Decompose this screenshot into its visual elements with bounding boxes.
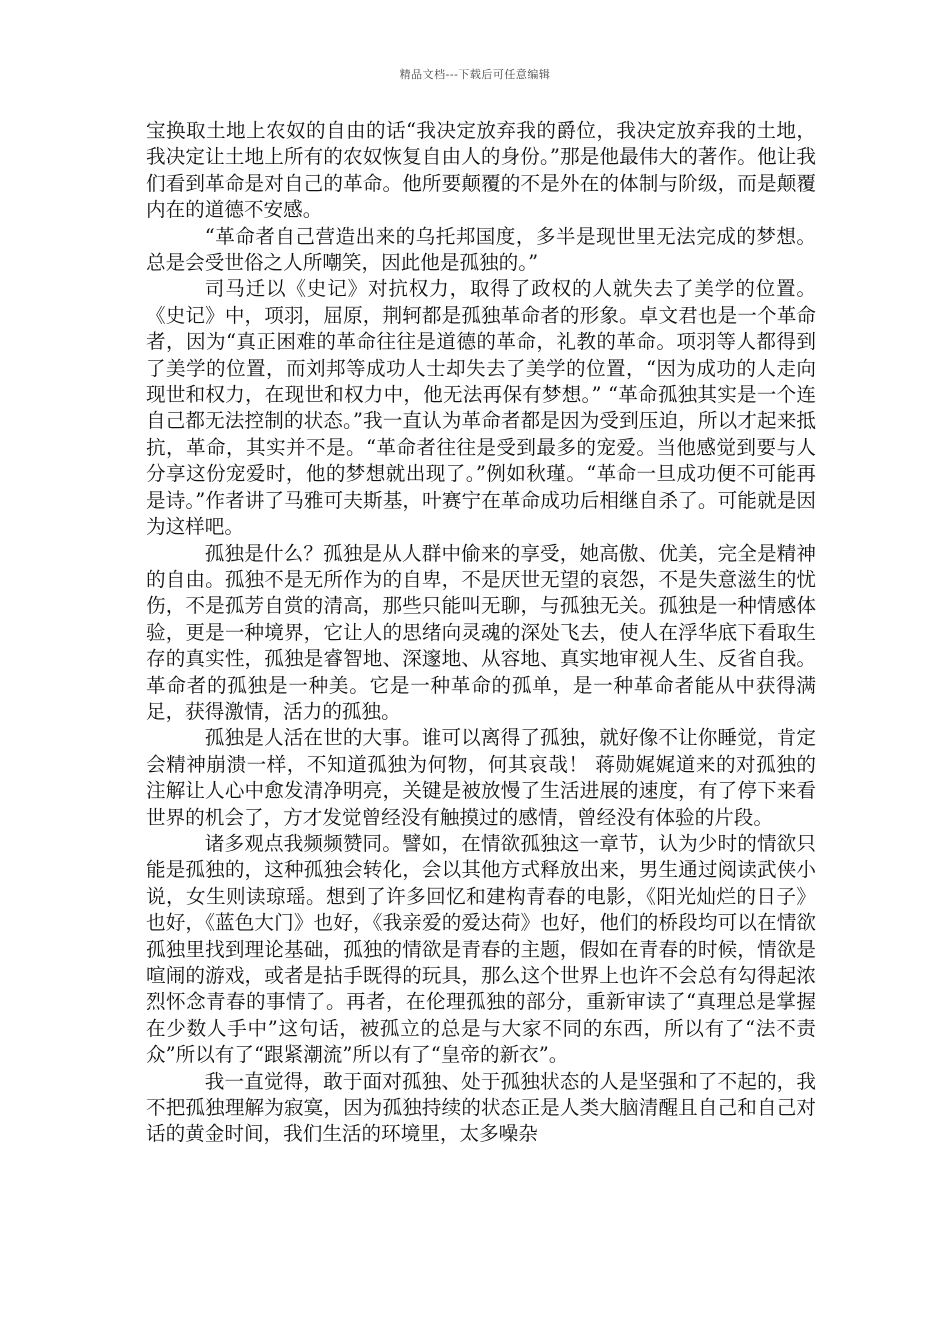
paragraph-1: 宝换取土地上农奴的自由的话“我决定放弃我的爵位，我决定放弃我的土地，我决定让土地上所有的农奴恢复自由人的身份。”那是他最伟大的著作。他让我们看到革命是对自己的革命。他所要颠覆的不是外在的体制与阶级，而是颠覆内在的道德不安感。 [146,119,816,222]
paragraph-2: “革命者自己营造出来的乌托邦国度，多半是现世里无法完成的梦想。总是会受世俗之人所嘲笑，因此他是孤独的。” [146,224,816,275]
paragraph-4: 孤独是什么？孤独是从人群中偷来的享受，她高傲、优美，完全是精神的自由。孤独不是无所作为的自卑，不是厌世无望的哀怨，不是失意滋生的忧伤，不是孤芳自赏的清高，那些只能叫无聊，与孤独无关。孤独是一种情感体验，更是一种境界，它让人的思绪向灵魂的深处飞去，使人在浮华底下看取生存的真实性，孤独是睿智地、深邃地、从容地、真实地审视人生、反省自我。革命者的孤独是一种美。它是一种革命的孤单，是一种革命者能从中获得满足，获得激情，活力的孤独。 [146,541,816,723]
document-body [146,118,816,1148]
paragraph-5: 孤独是人活在世的大事。谁可以离得了孤独，就好像不让你睡觉，肯定会精神崩溃一样，不知道孤独为何物，何其哀哉！ 蒋勋娓娓道来的对孤独的注解让人心中愈发清净明亮，关键是被放慢了生活进展的速度，有了停下来看世界的机会了，方才发觉曾经没有触摸过的感情，曾经没有体验的片段。 [146,726,816,829]
paragraph-7: 我一直觉得，敢于面对孤独、处于孤独状态的人是坚强和了不起的，我不把孤独理解为寂寞，因为孤独持续的状态正是人类大脑清醒且自己和自己对话的黄金时间，我们生活的环境里，太多噪杂 [146,1069,816,1146]
paragraph-3: 司马迁以《史记》对抗权力，取得了政权的人就失去了美学的位置。《史记》中，项羽，屈原，荆轲都是孤独革命者的形象。卓文君也是一个革命者，因为“真正困难的革命往往是道德的革命，礼教的革命。项羽等人都得到了美学的位置，而刘邦等成功人士却失去了美学的位置，“因为成功的人走向现世和权力，在现世和权力中，他无法再保有梦想。” “革命孤独其实是一个连自己都无法控制的状态。”我一直认为革命者都是因为受到压迫，所以才起来抵抗，革命，其实并不是。“革命者往往是受到最多的宠爱。当他感觉到要与人分享这份宠爱时，他的梦想就出现了。”例如秋瑾。“革命一旦成功便不可能再是诗。”作者讲了马雅可夫斯基，叶赛宁在革命成功后相继自杀了。可能就是因为这样吧。 [146,277,816,539]
page-header: 精品文档---下载后可任意编辑 [399,68,551,81]
paragraph-6: 诸多观点我频频赞同。譬如，在情欲孤独这一章节，认为少时的情欲只能是孤独的，这种孤独会转化，会以其他方式释放出来，男生通过阅读武侠小说，女生则读琼瑶。想到了许多回忆和建构青春的电影，《阳光灿烂的日子》也好，《蓝色大门》也好，《我亲爱的爱达荷》也好，他们的桥段均可以在情欲孤独里找到理论基础，孤独的情欲是青春的主题，假如在青春的时候，情欲是喧闹的游戏，或者是拈手既得的玩具，那么这个世界上也许不会总有勾得起浓烈怀念青春的事情了。再者，在伦理孤独的部分，重新审读了“真理总是掌握在少数人手中”这句话，被孤立的总是与大家不同的东西，所以有了“法不责众”所以有了“跟紧潮流”所以有了“皇帝的新衣”。 [146,831,816,1067]
